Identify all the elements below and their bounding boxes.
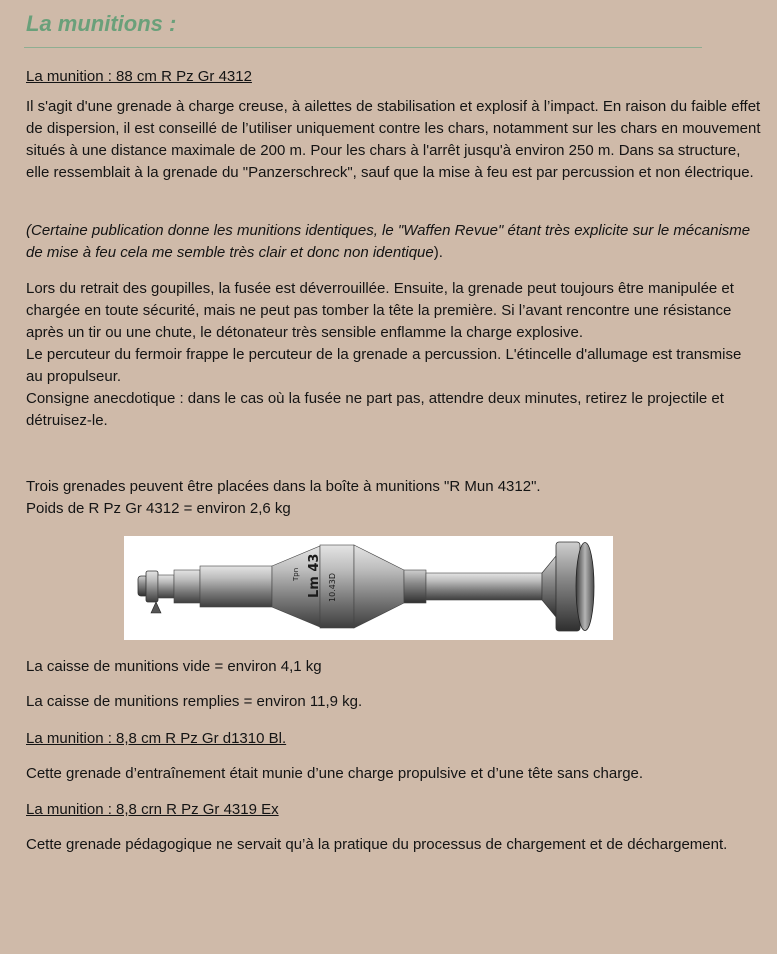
note-source-name: Waffen Revue	[403, 222, 499, 239]
grenade-illustration	[124, 536, 613, 640]
marking-code: 10.43D	[328, 572, 337, 602]
note-text-start: (Certaine publication donne les munitions identiques, le "	[26, 222, 404, 239]
section-heading-4312: La munition : 88 cm R Pz Gr 4312	[26, 68, 252, 85]
page-title: La munitions :	[26, 11, 177, 36]
description-paragraph: Il s'agit d'une grenade à charge creuse, à ailettes de stabilisation et explosif à l’impact. En raison du faible effet de dispersion, il est conseillé de l’utiliser uniquement contre les chars, notamment sur les chars en mouvement situés à une distance maximale de 200 m. Pour les chars à l'arrêt jusqu'à environ 250 m. Dans sa structure, elle ressemblait à la grenade du "Panzerschreck", sauf que la mise à feu est par percussion et non électrique.	[26, 98, 761, 181]
note-text-end: ).	[433, 244, 443, 261]
training-grenade-text: Cette grenade d’entraînement était munie d’une charge propulsive et d’une tête sans charge.	[26, 765, 644, 782]
fuse-text: Lors du retrait des goupilles, la fusée est déverrouillée. Ensuite, la grenade peut toujours être manipulée et chargée en toute sécurité, mais ne peut pas tomber la tête la première. Si l’avant rencontre une résistance après un tir ou une chute, le détonateur très sensible enflamme la charge explosive.	[26, 280, 734, 341]
teaching-grenade-text: Cette grenade pédagogique ne servait qu’à la pratique du processus de chargement et de déchargement.	[26, 836, 728, 853]
weight-paragraph	[26, 476, 761, 520]
marking-small: Tpn	[292, 567, 300, 581]
grenade-weight-text: Poids de R Pz Gr 4312 = environ 2,6 kg	[26, 500, 291, 517]
operation-paragraph	[26, 278, 761, 432]
section-heading-4319: La munition : 8,8 crn R Pz Gr 4319 Ex	[26, 801, 279, 818]
striker-text: Le percuteur du fermoir frappe le percuteur de la grenade a percussion. L'étincelle d'allumage est transmise au propulseur.	[26, 346, 742, 385]
note-text-middle: " étant très explicite sur le mécanisme de mise à feu cela me semble très clair et donc non identique	[26, 222, 751, 261]
section-heading-d1310: La munition : 8,8 cm R Pz Gr d1310 Bl.	[26, 730, 287, 747]
title-divider	[24, 47, 702, 48]
crate-empty-weight: La caisse de munitions vide = environ 4,1 kg	[26, 658, 322, 675]
crate-capacity-text: Trois grenades peuvent être placées dans la boîte à munitions "R Mun 4312".	[26, 478, 541, 495]
marking-large: Lm 43	[307, 553, 322, 598]
crate-full-weight: La caisse de munitions remplies = environ 11,9 kg.	[26, 693, 363, 710]
source-note	[26, 220, 761, 264]
misfire-text: Consigne anecdotique : dans le cas où la fusée ne part pas, attendre deux minutes, retirez le projectile et détruisez-le.	[26, 390, 724, 429]
grenade-photo	[124, 536, 613, 640]
